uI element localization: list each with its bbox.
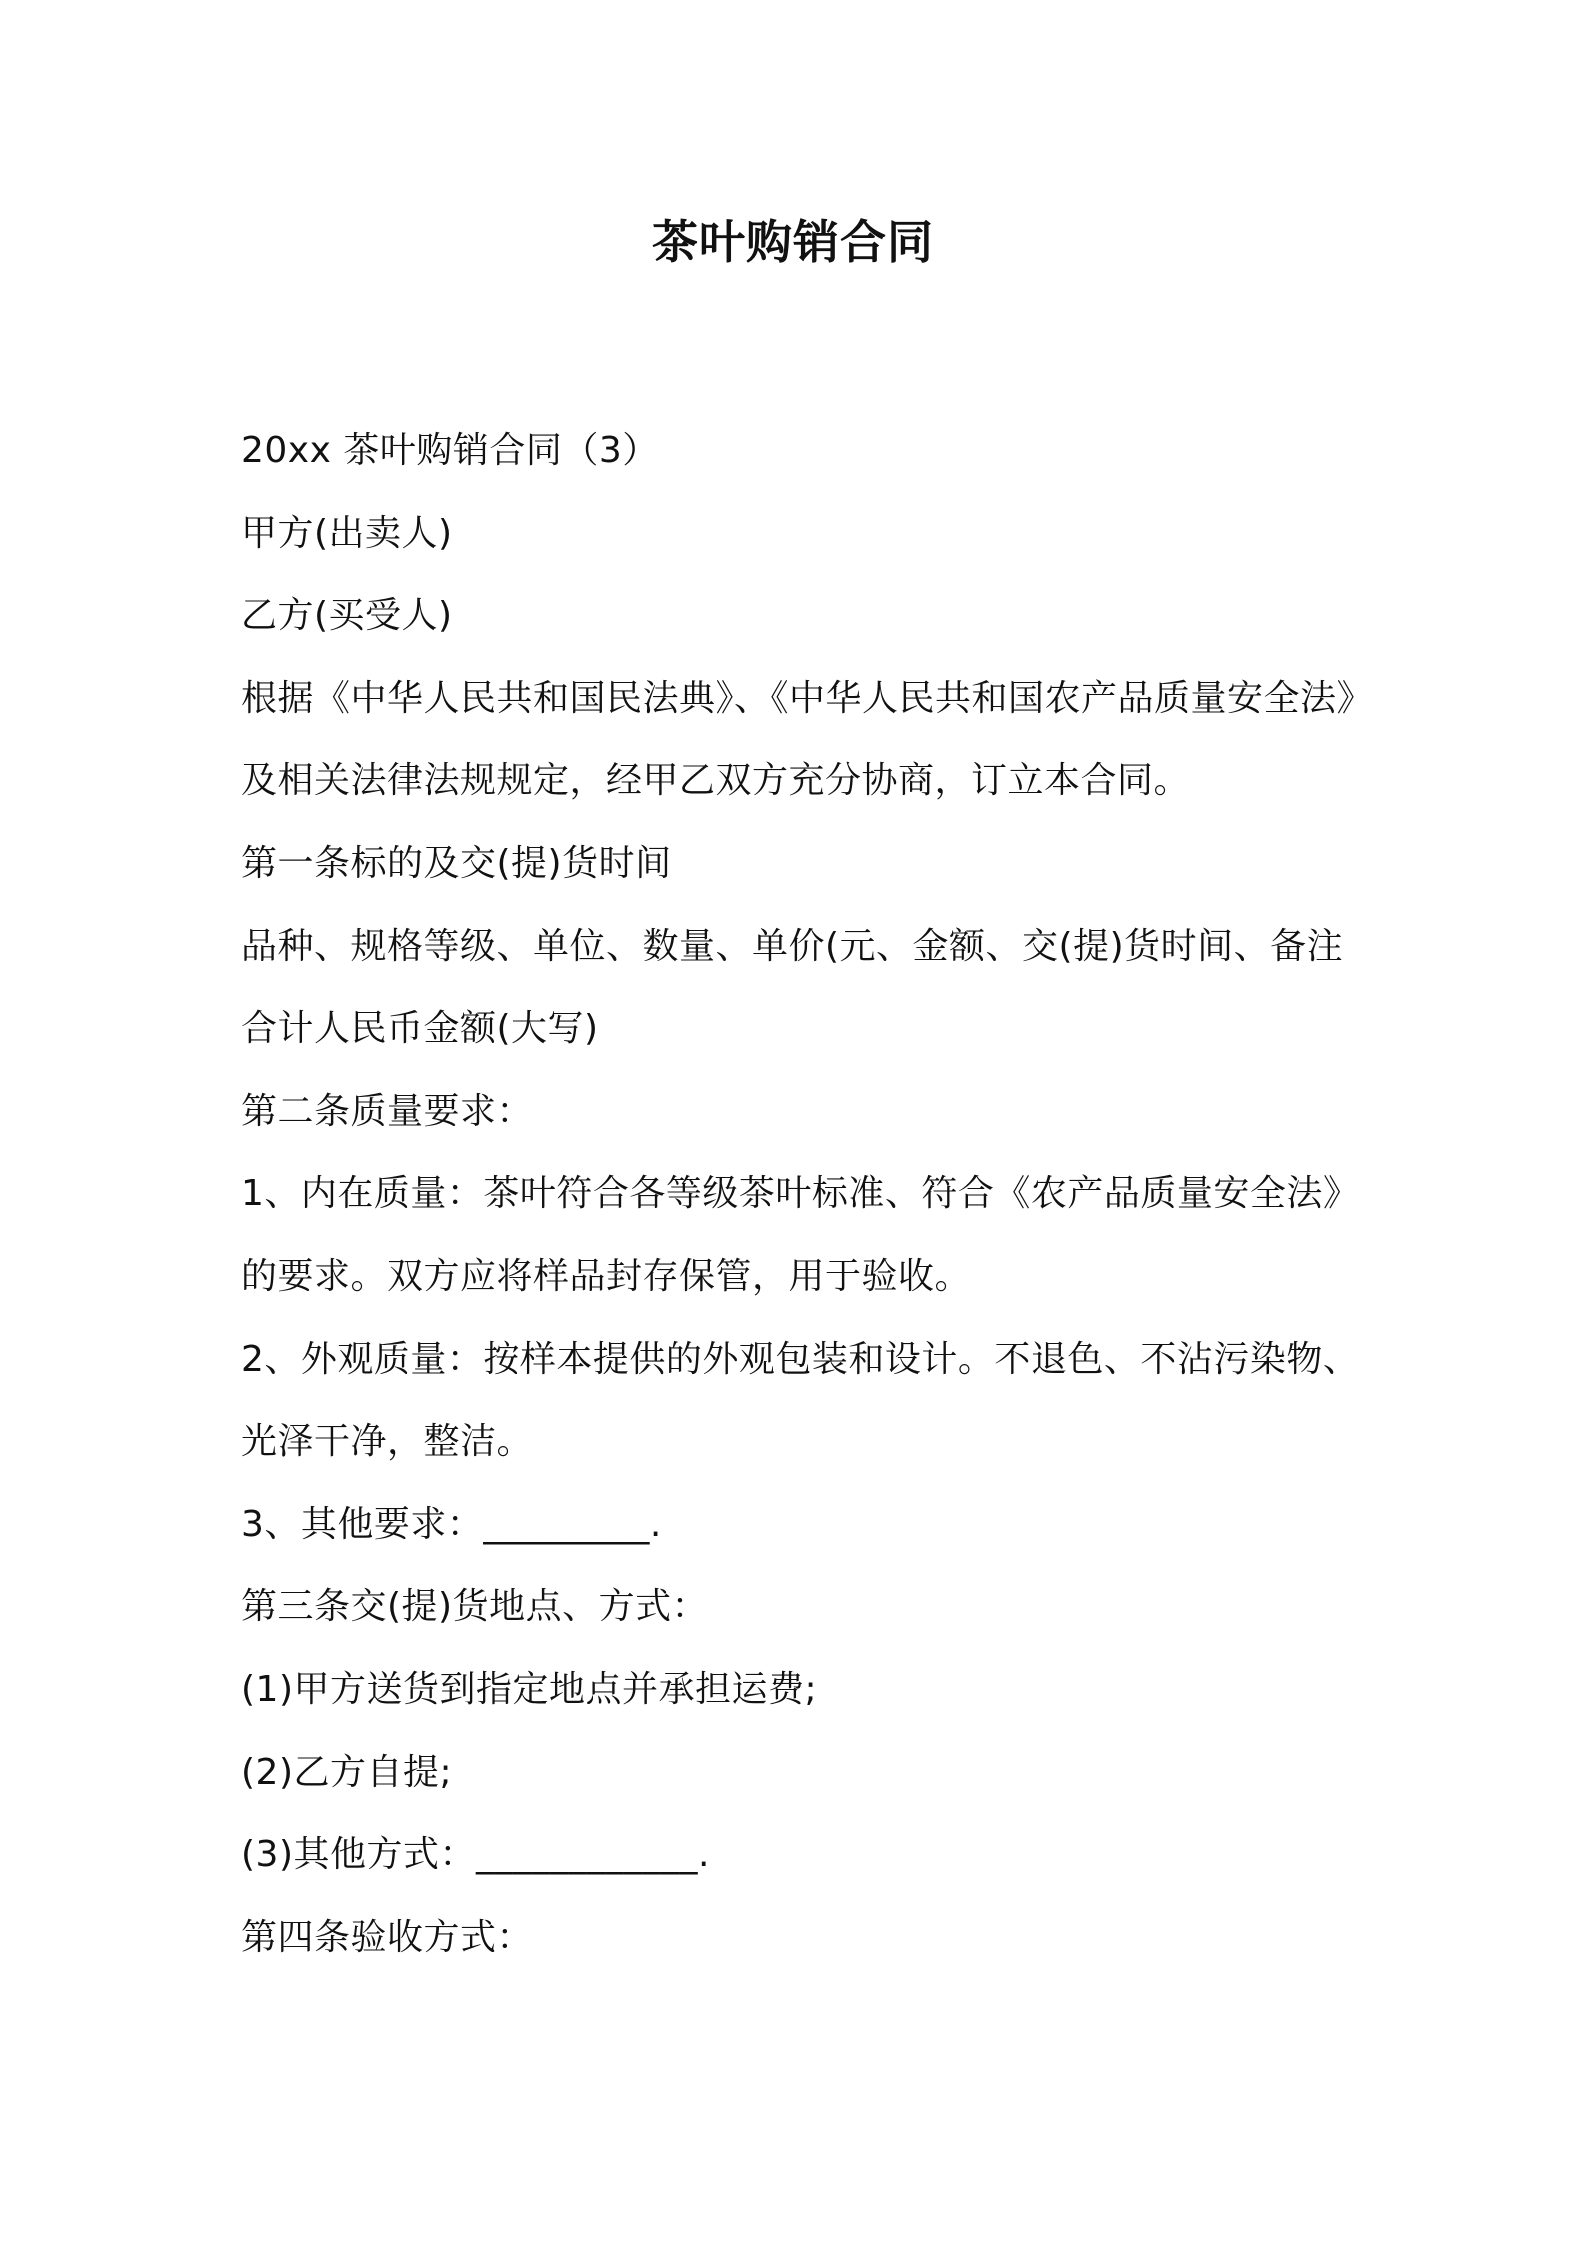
article-2-item-3: 3、其他要求：_________. [241, 1503, 662, 1545]
article-2-item-1-cont: 的要求。双方应将样品封存保管，用于验收。 [241, 1255, 972, 1297]
document-body [241, 410, 1391, 1979]
article-2-item-2: 2、外观质量：按样本提供的外观包装和设计。不退色、不沾污染物、 [241, 1338, 1360, 1380]
article-2-heading: 第二条质量要求： [241, 1090, 534, 1132]
article-3-heading: 第三条交(提)货地点、方式： [241, 1586, 709, 1628]
article-3-option-1: (1)甲方送货到指定地点并承担运费; [241, 1668, 818, 1710]
article-1-columns: 品种、规格等级、单位、数量、单价(元、金额、交(提)货时间、备注 [241, 925, 1344, 967]
party-b-line: 乙方(买受人) [241, 595, 453, 637]
contract-subtitle: 20xx 茶叶购销合同（3） [241, 430, 659, 471]
article-3-option-2: (2)乙方自提; [241, 1751, 453, 1793]
article-2-item-2-cont: 光泽干净，整洁。 [241, 1421, 534, 1463]
article-1-total: 合计人民币金额(大写) [241, 1008, 599, 1050]
article-2-item-1: 1、内在质量：茶叶符合各等级茶叶标准、符合《农产品质量安全法》 [241, 1173, 1360, 1215]
legal-basis-line-cont: 及相关法律法规规定，经甲乙双方充分协商，订立本合同。 [241, 760, 1191, 802]
party-a-line: 甲方(出卖人) [241, 512, 453, 554]
article-4-heading: 第四条验收方式： [241, 1916, 534, 1958]
document-title: 茶叶购销合同 [652, 215, 934, 269]
legal-basis-line: 根据《中华人民共和国民法典》、《中华人民共和国农产品质量安全法》 [241, 677, 1374, 719]
article-3-option-3: (3)其他方式：____________. [241, 1834, 710, 1876]
article-1-heading: 第一条标的及交(提)货时间 [241, 842, 672, 884]
